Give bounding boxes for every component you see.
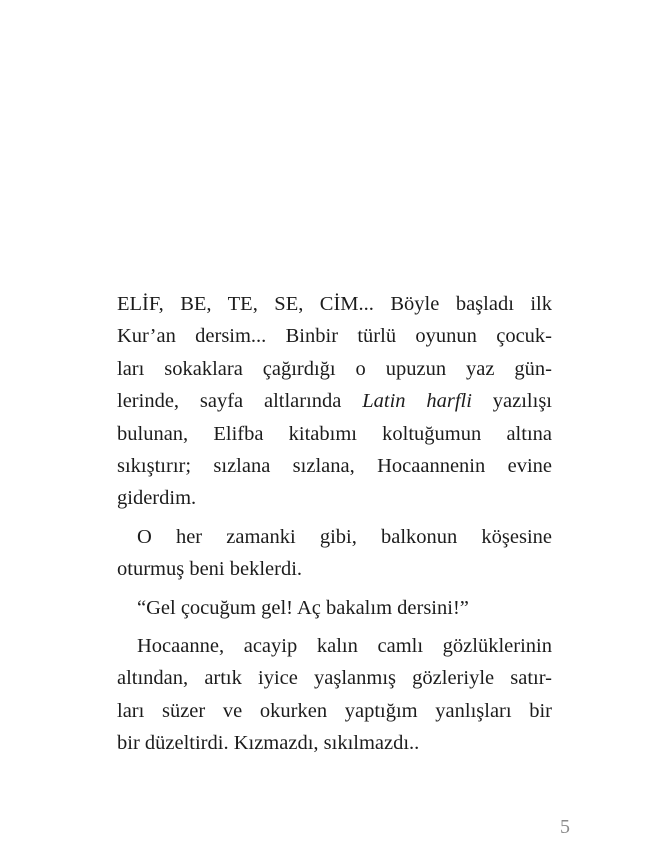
paragraph	[117, 288, 552, 515]
text-line	[117, 288, 552, 320]
paragraph	[117, 630, 552, 760]
text-segment: ları süzer ve okurken yaptığım yanlışları bir	[117, 699, 552, 722]
text-line	[117, 482, 552, 514]
text-segment: lerinde, sayfa altlarında	[117, 390, 363, 413]
italic-phrase: Latin harfli	[362, 390, 472, 413]
text-line	[117, 521, 552, 553]
text-segment: ları sokaklara çağırdığı o upuzun yaz gün-	[117, 357, 552, 380]
text-line	[117, 320, 552, 352]
text-segment: bir düzeltirdi. Kızmazdı, sıkılmazdı..	[117, 732, 420, 755]
text-line	[117, 450, 552, 482]
text-segment: ELİF, BE, TE, SE, CİM... Böyle başladı ilk	[117, 293, 552, 315]
text-line	[117, 418, 552, 450]
text-segment: yazılışı	[471, 390, 552, 413]
paragraph	[117, 592, 552, 624]
text-line	[117, 553, 552, 585]
text-line	[117, 727, 552, 759]
text-segment: O her zamanki gibi, balkonun köşesine	[137, 525, 552, 548]
text-line	[117, 695, 552, 727]
text-segment: Kur’an dersim... Binbir türlü oyunun çocuk-	[117, 325, 552, 348]
text-segment: bulunan, Elifba kitabımı koltuğumun altına	[117, 422, 552, 445]
text-segment: Hocaanne, acayip kalın camlı gözlüklerinin	[137, 634, 552, 657]
text-line	[117, 592, 552, 624]
text-segment: “Gel çocuğum gel! Aç bakalım dersini!”	[137, 596, 469, 619]
body-text	[117, 288, 552, 759]
text-line	[117, 662, 552, 694]
text-line	[117, 353, 552, 385]
text-segment: altından, artık iyice yaşlanmış gözleriyle satır-	[117, 667, 552, 690]
paragraph	[117, 521, 552, 586]
page-number: 5	[560, 816, 570, 838]
text-segment: oturmuş beni beklerdi.	[117, 558, 303, 581]
text-line	[117, 630, 552, 662]
text-segment: sıkıştırır; sızlana sızlana, Hocaannenin evine	[117, 454, 552, 477]
text-line	[117, 385, 552, 417]
text-segment: giderdim.	[117, 487, 197, 510]
